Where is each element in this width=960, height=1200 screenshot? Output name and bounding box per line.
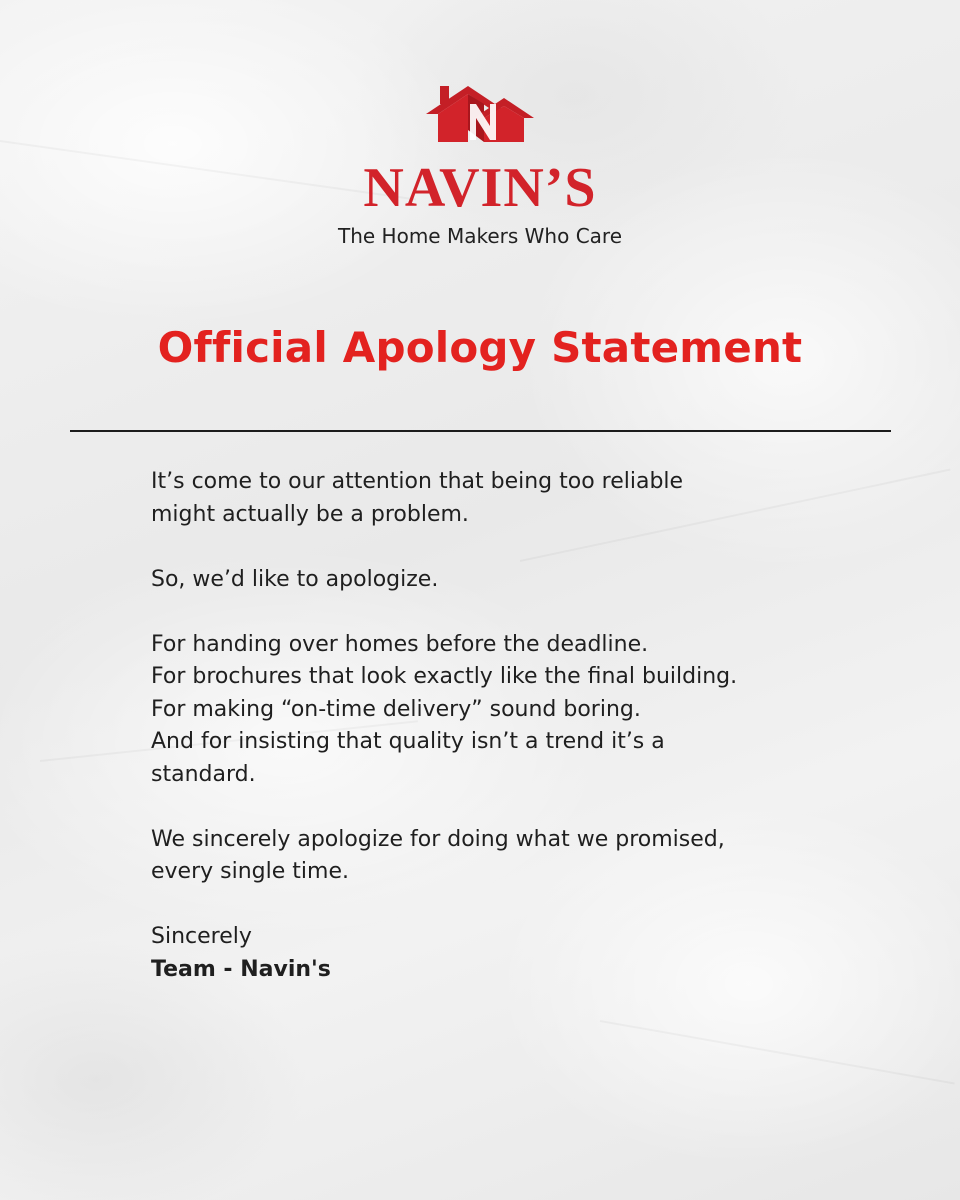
letter-line: For handing over homes before the deadline. [151, 631, 649, 657]
brand-tagline: The Home Makers Who Care [337, 224, 622, 248]
letter-line: So, we’d like to apologize. [151, 566, 439, 592]
letter-line: We sincerely apologize for doing what we promised, [151, 826, 725, 852]
brand-name: NAVIN’S [363, 157, 597, 219]
letter-line: For making “on-time delivery” sound boring. [151, 696, 641, 722]
page-title: Official Apology Statement [157, 323, 803, 372]
letter-line: For brochures that look exactly like the final building. [151, 664, 738, 689]
paragraph-gap [151, 791, 871, 824]
brand-logo [0, 80, 960, 248]
letter-line: And for insisting that quality isn’t a trend it’s a [151, 729, 665, 754]
letter-signature: Team - Navin's [151, 956, 331, 982]
letter-line: might actually be a problem. [151, 501, 469, 527]
letter-line: every single time. [151, 859, 349, 884]
paragraph-gap [151, 596, 871, 629]
letter-body [151, 466, 871, 986]
house-roof-n-icon [424, 80, 536, 152]
paragraph-gap [151, 531, 871, 564]
paragraph-gap [151, 889, 871, 922]
letter-closing: Sincerely [151, 924, 252, 949]
letter-line: standard. [151, 761, 256, 787]
divider [70, 430, 891, 432]
letter-line: It’s come to our attention that being too reliable [151, 469, 684, 494]
